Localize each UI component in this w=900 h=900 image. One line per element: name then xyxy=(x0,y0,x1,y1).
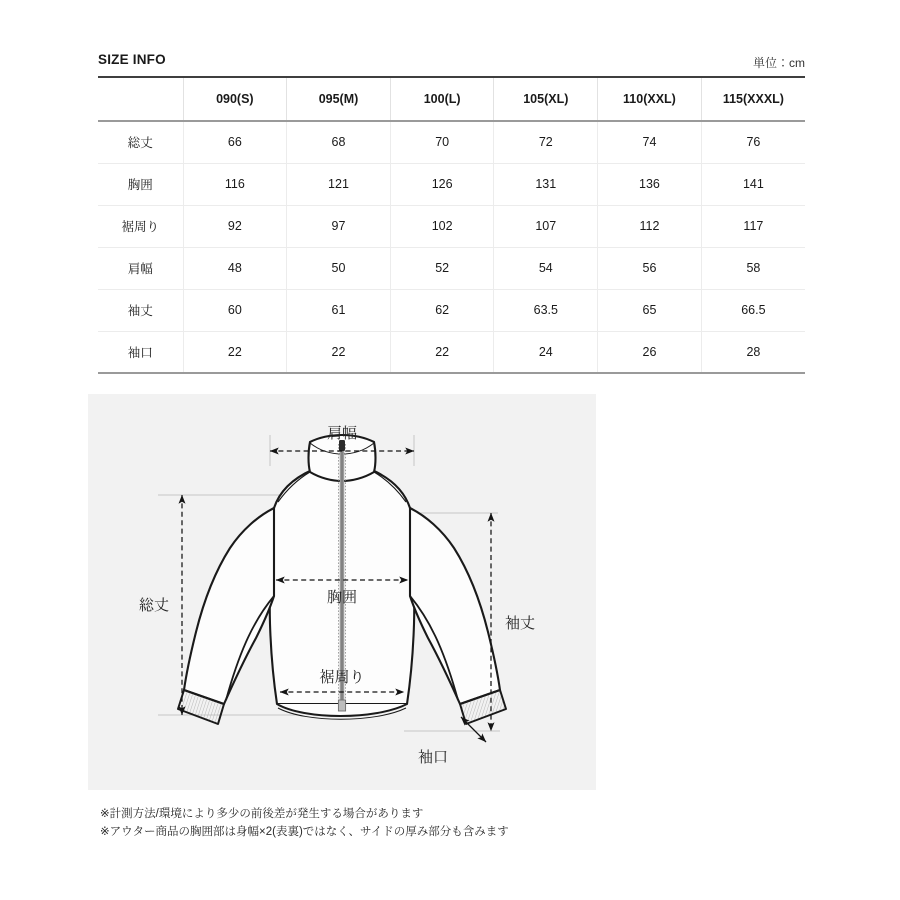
page-title: SIZE INFO xyxy=(98,52,166,67)
row-label: 裾周り xyxy=(98,205,183,247)
cell: 63.5 xyxy=(494,289,598,331)
unit-label: 単位：cm xyxy=(753,56,805,70)
cell: 74 xyxy=(598,121,702,163)
cell: 26 xyxy=(598,331,702,373)
footnote-measurement: ※計測方法/環境により多少の前後差が発生する場合があります xyxy=(100,808,424,820)
cell: 141 xyxy=(701,163,805,205)
label-shoulder: 肩幅 xyxy=(326,425,358,442)
table-header-row xyxy=(98,77,805,121)
table-row xyxy=(98,289,805,331)
column-header-090: 090(S) xyxy=(183,77,287,121)
size-table xyxy=(98,76,805,374)
cell: 24 xyxy=(494,331,598,373)
row-label: 袖丈 xyxy=(98,289,183,331)
jacket-measurement-diagram xyxy=(88,394,596,790)
cell: 48 xyxy=(183,247,287,289)
footnote-outer-chest: ※アウター商品の胸囲部は身幅×2(表裏)ではなく、サイドの厚み部分も含みます xyxy=(100,826,509,838)
cell: 97 xyxy=(287,205,391,247)
label-total-length: 総丈 xyxy=(138,597,170,614)
cell: 56 xyxy=(598,247,702,289)
cell: 60 xyxy=(183,289,287,331)
column-header-110: 110(XXL) xyxy=(598,77,702,121)
size-info-header xyxy=(98,52,805,74)
table-row xyxy=(98,247,805,289)
column-header-measure xyxy=(98,77,183,121)
row-label: 肩幅 xyxy=(98,247,183,289)
cell: 58 xyxy=(701,247,805,289)
row-label: 総丈 xyxy=(98,121,183,163)
cell: 92 xyxy=(183,205,287,247)
cell: 136 xyxy=(598,163,702,205)
label-cuff: 袖口 xyxy=(417,749,449,766)
cell: 112 xyxy=(598,205,702,247)
row-label: 胸囲 xyxy=(98,163,183,205)
cell: 62 xyxy=(390,289,494,331)
column-header-105: 105(XL) xyxy=(494,77,598,121)
cell: 131 xyxy=(494,163,598,205)
cell: 65 xyxy=(598,289,702,331)
cell: 68 xyxy=(287,121,391,163)
column-header-100: 100(L) xyxy=(390,77,494,121)
cell: 102 xyxy=(390,205,494,247)
cell: 50 xyxy=(287,247,391,289)
cell: 28 xyxy=(701,331,805,373)
cell: 54 xyxy=(494,247,598,289)
cell: 66.5 xyxy=(701,289,805,331)
cell: 61 xyxy=(287,289,391,331)
table-row xyxy=(98,331,805,373)
cell: 126 xyxy=(390,163,494,205)
label-chest: 胸囲 xyxy=(326,589,358,606)
column-header-115: 115(XXXL) xyxy=(701,77,805,121)
cell: 107 xyxy=(494,205,598,247)
cell: 117 xyxy=(701,205,805,247)
label-hem: 裾周り xyxy=(319,669,365,686)
measurement-diagram-panel xyxy=(88,394,596,790)
footnotes xyxy=(100,805,509,841)
cell: 22 xyxy=(287,331,391,373)
label-sleeve-length: 袖丈 xyxy=(504,615,536,632)
cell: 52 xyxy=(390,247,494,289)
column-header-095: 095(M) xyxy=(287,77,391,121)
cell: 116 xyxy=(183,163,287,205)
cell: 66 xyxy=(183,121,287,163)
cell: 70 xyxy=(390,121,494,163)
table-row xyxy=(98,121,805,163)
table-row xyxy=(98,163,805,205)
cell: 72 xyxy=(494,121,598,163)
row-label: 袖口 xyxy=(98,331,183,373)
cell: 22 xyxy=(183,331,287,373)
cell: 22 xyxy=(390,331,494,373)
cell: 121 xyxy=(287,163,391,205)
cell: 76 xyxy=(701,121,805,163)
table-row xyxy=(98,205,805,247)
